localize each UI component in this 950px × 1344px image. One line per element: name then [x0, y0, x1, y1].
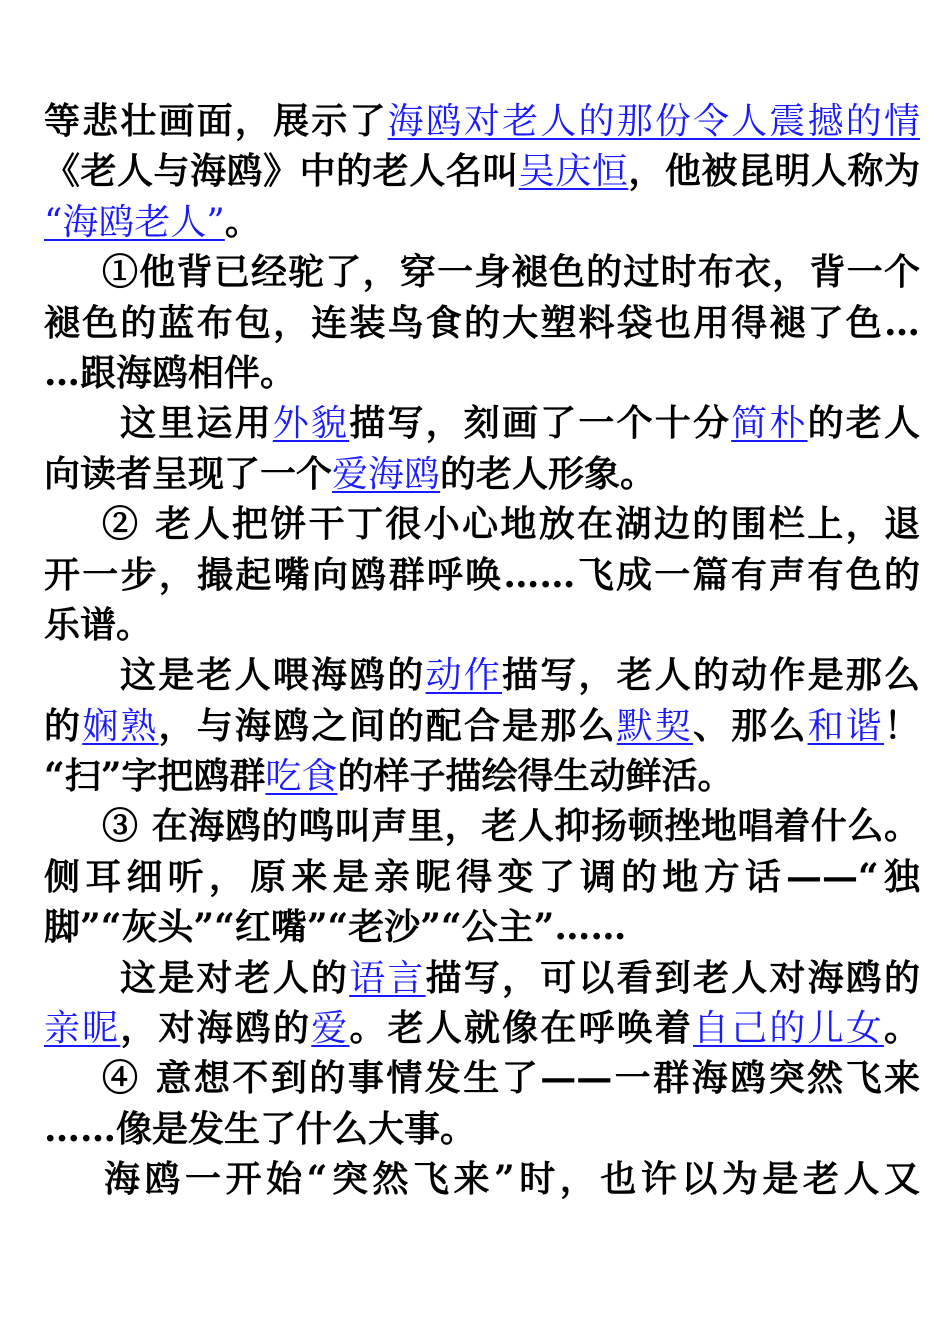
text-run: 《老人与海鸥》中的老人名叫: [44, 150, 519, 193]
text-run: ④ 意想不到的事情发生了——一群海鸥突然飞来: [102, 1057, 920, 1100]
text-run: 描写，可以看到老人对海鸥的: [425, 956, 920, 999]
text-line: [44, 1154, 920, 1204]
text-run: 侧耳细听，原来是亲昵得变了调的地方话——“独: [44, 855, 920, 898]
text-run: 的老人: [807, 402, 920, 445]
text-line: [44, 801, 920, 851]
link[interactable]: 吃食: [265, 756, 338, 798]
link[interactable]: 爱: [311, 1008, 350, 1050]
text-run: ，与海鸥之间的配合是那么: [158, 704, 617, 747]
text-line: [44, 146, 920, 196]
link[interactable]: 动作: [425, 655, 502, 697]
text-line: [44, 550, 920, 600]
text-run: 描写，刻画了一个十分: [349, 402, 732, 445]
text-line: [44, 953, 920, 1003]
text-run: ② 老人把饼干丁很小心地放在湖边的围栏上，退: [102, 503, 920, 546]
text-line: [44, 1003, 920, 1053]
text-run: 海鸥一开始“突然飞来”时，也许以为是老人又: [104, 1158, 920, 1201]
text-run: 乐谱。: [44, 603, 153, 646]
text-run: 。老人就像在呼唤着: [349, 1007, 694, 1050]
text-line: [44, 449, 920, 499]
text-line: [44, 247, 920, 297]
text-line: [44, 499, 920, 549]
text-run: ，对海鸥的: [120, 1007, 312, 1050]
text-run: 这是老人喂海鸥的: [120, 654, 426, 697]
link[interactable]: 和谐: [807, 705, 884, 747]
text-line: [44, 1104, 920, 1154]
text-line: [44, 197, 920, 247]
text-run: 。: [883, 1007, 920, 1050]
text-run: 的样子描绘得生动鲜活。: [337, 755, 734, 798]
text-line: [44, 600, 920, 650]
text-run: 、那么: [693, 704, 808, 747]
link[interactable]: 娴熟: [82, 705, 159, 747]
text-run: 这是对老人的: [120, 956, 350, 999]
text-line: [44, 852, 920, 902]
text-line: [44, 701, 920, 751]
text-line: [44, 650, 920, 700]
text-line: [44, 96, 920, 146]
link[interactable]: 默契: [616, 705, 694, 747]
link[interactable]: 吴庆恒: [518, 151, 629, 193]
text-run: 的老人形象。: [440, 452, 657, 495]
text-run: 的: [44, 704, 83, 747]
text-line: [44, 348, 920, 398]
text-line: [44, 902, 920, 952]
text-run: ①他背已经驼了，穿一身褪色的过时布衣，背一个: [102, 251, 920, 294]
link[interactable]: 简朴: [731, 403, 808, 445]
link[interactable]: 爱海鸥: [332, 453, 441, 495]
text-run: …跟海鸥相伴。: [44, 351, 297, 394]
link[interactable]: 海鸥对老人的那份令人震撼的情: [387, 101, 920, 142]
link[interactable]: 亲昵: [44, 1008, 121, 1050]
text-run: ……像是发生了什么大事。: [44, 1107, 477, 1150]
text-run: 。: [224, 200, 261, 243]
text-run: ，他被昆明人称为: [628, 150, 920, 193]
text-run: 向读者呈现了一个: [44, 452, 333, 495]
text-run: ③ 在海鸥的鸣叫声里，老人抑扬顿挫地唱着什么。: [102, 805, 920, 848]
text-line: [44, 298, 920, 348]
text-run: ！: [883, 704, 920, 747]
text-line: [44, 398, 920, 448]
link[interactable]: “海鸥老人”: [44, 201, 225, 243]
text-run: 褪色的蓝布包，连装鸟食的大塑料袋也用得褪了色…: [44, 301, 920, 344]
text-run: 这里运用: [120, 402, 273, 445]
text-run: 开一步，撮起嘴向鸥群呼唤……飞成一篇有声有色的: [44, 553, 920, 596]
document-page: [44, 96, 920, 1205]
link[interactable]: 语言: [349, 957, 426, 999]
text-run: 描写，老人的动作是那么: [502, 654, 920, 697]
link[interactable]: 外貌: [272, 403, 350, 445]
text-run: 等悲壮画面，展示了: [44, 100, 388, 142]
text-run: “扫”字把鸥群: [44, 755, 266, 798]
text-line: [44, 1053, 920, 1103]
text-line: [44, 751, 920, 801]
link[interactable]: 自己的儿女: [693, 1008, 884, 1050]
text-run: 脚”“灰头”“红嘴”“老沙”“公主”……: [44, 906, 627, 949]
